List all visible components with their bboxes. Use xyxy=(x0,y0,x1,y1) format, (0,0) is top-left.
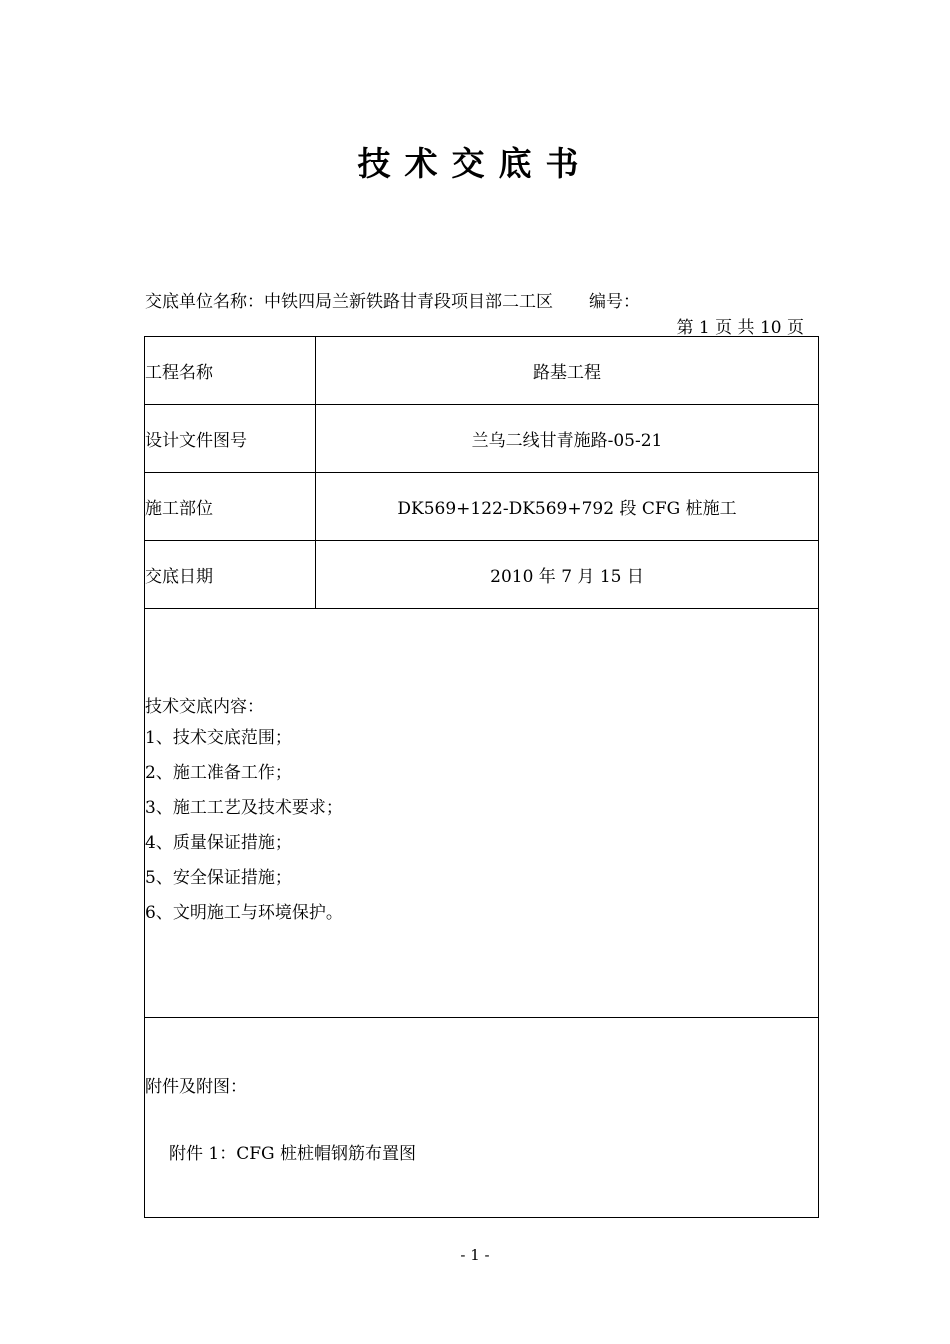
row-value-construction-part: DK569+122-DK569+792 段 CFG 桩施工 xyxy=(316,473,819,541)
content-heading: 技术交底内容： xyxy=(145,696,264,717)
content-item: 5、安全保证措施； xyxy=(145,867,292,888)
unit-name: 中铁四局兰新铁路甘青段项目部二工区 xyxy=(264,292,553,312)
row-label-date: 交底日期 xyxy=(145,541,316,609)
page-info: 第 1 页 共 10 页 xyxy=(676,318,804,338)
content-item: 4、质量保证措施； xyxy=(145,832,292,853)
row-label-construction-part: 施工部位 xyxy=(145,473,316,541)
row-label-project-name: 工程名称 xyxy=(145,337,316,405)
content-item: 3、施工工艺及技术要求； xyxy=(145,797,343,818)
number-label: 编号： xyxy=(589,292,640,312)
attachments-cell xyxy=(145,1018,819,1218)
unit-label: 交底单位名称： xyxy=(145,292,264,312)
row-value-date: 2010 年 7 月 15 日 xyxy=(316,541,819,609)
table-row xyxy=(145,541,819,609)
disclosure-table xyxy=(144,336,819,1218)
row-value-project-name: 路基工程 xyxy=(316,337,819,405)
row-label-drawing-number: 设计文件图号 xyxy=(145,405,316,473)
content-row xyxy=(145,609,819,1018)
content-item: 1、技术交底范围； xyxy=(145,727,292,748)
table-row xyxy=(145,337,819,405)
table-row xyxy=(145,473,819,541)
attachments-heading: 附件及附图： xyxy=(145,1076,247,1097)
unit-line xyxy=(145,287,640,312)
row-value-drawing-number: 兰乌二线甘青施路-05-21 xyxy=(316,405,819,473)
page-number: - 1 - xyxy=(460,1246,490,1264)
content-item: 6、文明施工与环境保护。 xyxy=(145,902,343,923)
table-row xyxy=(145,405,819,473)
attachment-item: 附件 1：CFG 桩桩帽钢筋布置图 xyxy=(169,1143,417,1164)
content-cell xyxy=(145,609,819,1018)
attachments-row xyxy=(145,1018,819,1218)
content-item: 2、施工准备工作； xyxy=(145,762,292,783)
document-title: 技术交底书 xyxy=(357,144,593,183)
